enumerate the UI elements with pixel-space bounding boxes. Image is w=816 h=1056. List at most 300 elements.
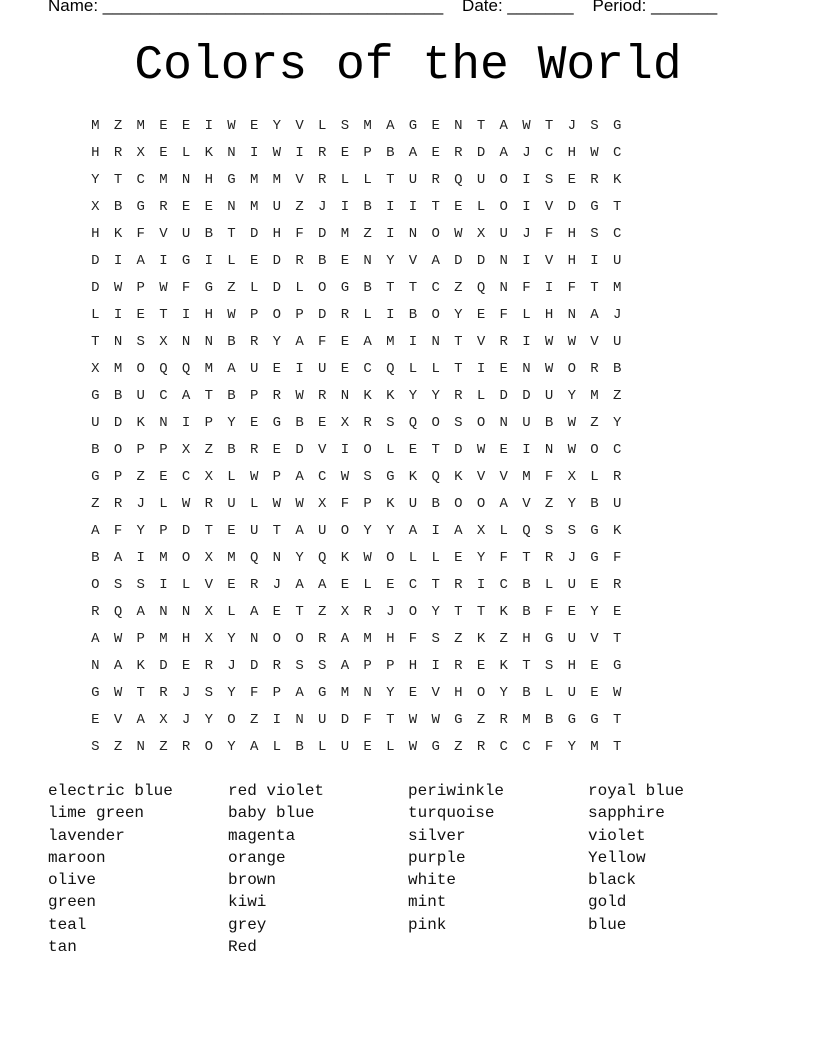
grid-letter: D — [272, 280, 282, 296]
grid-letter: H — [567, 226, 576, 242]
grid-letter: B — [295, 739, 304, 755]
grid-letter: I — [386, 199, 395, 215]
grid-letter: G — [204, 280, 213, 296]
grid-letter: N — [136, 739, 145, 755]
grid-letter: A — [227, 361, 236, 377]
grid-letter: I — [408, 334, 418, 350]
grid-letter: H — [181, 631, 191, 647]
grid-letter: P — [136, 631, 145, 647]
grid-letter: L — [476, 388, 486, 404]
grid-letter: W — [272, 145, 282, 161]
grid-letter: R — [249, 334, 259, 350]
grid-letter: X — [159, 334, 168, 350]
grid-letter: C — [544, 145, 554, 161]
word-list-item: kiwi — [228, 893, 267, 912]
word-list-item: orange — [228, 848, 286, 867]
grid-letter: H — [567, 253, 576, 269]
grid-letter: O — [136, 361, 145, 377]
grid-letter: O — [476, 496, 486, 512]
grid-letter: I — [408, 199, 418, 215]
grid-letter: D — [476, 253, 486, 269]
grid-letter: T — [227, 226, 236, 242]
grid-letter: G — [136, 199, 145, 215]
grid-letter: Y — [386, 685, 395, 701]
word-list-item: lavender — [48, 826, 125, 845]
grid-letter: F — [181, 280, 191, 296]
grid-row — [84, 573, 629, 600]
grid-letter: O — [590, 442, 599, 458]
grid-letter: R — [91, 604, 100, 620]
grid-letter: H — [386, 631, 395, 647]
grid-letter: L — [386, 739, 395, 755]
grid-letter: U — [567, 577, 576, 593]
grid-row — [84, 141, 629, 168]
grid-letter: M — [249, 172, 259, 188]
grid-letter: I — [522, 199, 531, 215]
grid-letter: L — [272, 739, 282, 755]
grid-letter: U — [567, 631, 576, 647]
grid-letter: N — [363, 685, 372, 701]
grid-letter: P — [295, 307, 304, 323]
letter-grid — [84, 114, 629, 762]
grid-letter: Y — [272, 334, 282, 350]
grid-letter: A — [295, 577, 304, 593]
grid-letter: Z — [454, 631, 463, 647]
grid-letter: E — [159, 145, 168, 161]
grid-letter: W — [295, 496, 304, 512]
grid-letter: R — [431, 172, 440, 188]
grid-row — [84, 654, 629, 681]
grid-letter: F — [612, 550, 622, 566]
word-list-item: royal blue — [588, 782, 685, 800]
grid-letter: U — [318, 361, 327, 377]
grid-letter: Y — [567, 388, 576, 404]
grid-letter: Q — [386, 361, 395, 377]
grid-letter: D — [476, 145, 486, 161]
word-list-item: grey — [228, 915, 267, 934]
grid-letter: A — [136, 604, 145, 620]
grid-letter: S — [318, 658, 327, 674]
grid-letter: O — [499, 199, 508, 215]
grid-letter: N — [499, 415, 508, 431]
grid-letter: E — [159, 118, 168, 134]
grid-letter: A — [318, 577, 327, 593]
grid-letter: M — [590, 388, 599, 404]
grid-letter: S — [113, 577, 123, 593]
grid-letter: P — [249, 388, 259, 404]
grid-letter: O — [386, 550, 395, 566]
grid-letter: K — [499, 658, 508, 674]
grid-letter: G — [612, 658, 622, 674]
grid-letter: L — [386, 442, 395, 458]
grid-letter: R — [113, 145, 123, 161]
grid-letter: S — [340, 118, 350, 134]
grid-letter: D — [159, 658, 168, 674]
grid-letter: M — [363, 118, 372, 134]
grid-letter: M — [272, 172, 282, 188]
grid-letter: C — [612, 226, 622, 242]
grid-letter: H — [204, 307, 213, 323]
grid-letter: X — [567, 469, 576, 485]
grid-letter: N — [567, 307, 576, 323]
grid-letter: U — [612, 253, 622, 269]
grid-letter: C — [181, 469, 191, 485]
grid-letter: B — [522, 577, 531, 593]
grid-letter: I — [476, 361, 486, 377]
grid-letter: M — [159, 631, 168, 647]
grid-letter: G — [544, 631, 554, 647]
grid-letter: E — [318, 415, 327, 431]
grid-letter: Z — [113, 118, 123, 134]
grid-letter: N — [295, 712, 304, 728]
grid-letter: F — [499, 550, 508, 566]
grid-letter: N — [181, 334, 191, 350]
grid-letter: Q — [431, 469, 440, 485]
grid-letter: B — [91, 442, 100, 458]
grid-letter: N — [522, 361, 531, 377]
grid-letter: W — [249, 469, 259, 485]
grid-letter: M — [91, 118, 100, 134]
grid-letter: K — [363, 388, 372, 404]
grid-letter: F — [408, 631, 418, 647]
grid-letter: U — [499, 226, 508, 242]
grid-letter: J — [227, 658, 236, 674]
grid-letter: F — [318, 334, 327, 350]
grid-letter: V — [590, 334, 599, 350]
grid-letter: O — [408, 604, 418, 620]
grid-letter: B — [408, 307, 418, 323]
grid-letter: L — [181, 577, 191, 593]
grid-letter: S — [454, 415, 463, 431]
grid-letter: I — [159, 253, 168, 269]
grid-letter: A — [295, 523, 304, 539]
grid-letter: E — [272, 442, 282, 458]
grid-letter: A — [136, 253, 145, 269]
grid-letter: T — [590, 280, 599, 296]
grid-row — [84, 168, 629, 195]
word-list-item: periwinkle — [408, 782, 505, 800]
grid-letter: R — [318, 172, 327, 188]
grid-row — [84, 600, 629, 627]
grid-letter: N — [272, 550, 282, 566]
grid-letter: R — [272, 388, 282, 404]
grid-letter: G — [386, 469, 395, 485]
grid-letter: C — [363, 361, 372, 377]
grid-letter: M — [386, 334, 395, 350]
grid-letter: A — [386, 118, 395, 134]
grid-letter: B — [318, 253, 327, 269]
word-list-item: electric blue — [48, 782, 173, 800]
grid-letter: T — [136, 685, 145, 701]
grid-letter: N — [159, 604, 168, 620]
grid-letter: F — [544, 226, 554, 242]
grid-letter: L — [227, 253, 236, 269]
grid-letter: I — [136, 550, 145, 566]
grid-letter: N — [544, 442, 554, 458]
grid-letter: Q — [522, 523, 531, 539]
grid-letter: B — [386, 145, 395, 161]
grid-letter: Z — [204, 442, 213, 458]
grid-letter: L — [499, 523, 508, 539]
grid-letter: F — [113, 523, 123, 539]
grid-letter: Y — [386, 253, 395, 269]
grid-letter: X — [476, 523, 486, 539]
grid-letter: V — [522, 496, 531, 512]
grid-letter: N — [454, 118, 463, 134]
worksheet-header: Name: ____________________________________ Date: _______ Period: _______ — [48, 0, 718, 15]
grid-letter: W — [340, 469, 350, 485]
grid-letter: I — [113, 253, 123, 269]
grid-letter: A — [499, 496, 508, 512]
grid-letter: U — [272, 199, 282, 215]
grid-letter: B — [431, 496, 440, 512]
grid-letter: O — [431, 307, 440, 323]
word-column — [408, 780, 588, 958]
grid-letter: Z — [612, 388, 622, 404]
grid-letter: L — [227, 469, 236, 485]
grid-letter: P — [204, 415, 213, 431]
grid-letter: A — [408, 145, 418, 161]
grid-letter: C — [431, 280, 440, 296]
grid-letter: C — [499, 577, 508, 593]
grid-letter: Z — [91, 496, 100, 512]
grid-letter: B — [113, 388, 123, 404]
grid-letter: V — [476, 469, 486, 485]
grid-letter: T — [408, 280, 418, 296]
grid-letter: X — [318, 496, 327, 512]
grid-letter: S — [91, 739, 100, 755]
grid-letter: E — [590, 577, 599, 593]
grid-letter: W — [567, 415, 576, 431]
grid-letter: Y — [590, 604, 599, 620]
grid-letter: Y — [227, 631, 236, 647]
grid-letter: I — [295, 145, 304, 161]
grid-letter: I — [386, 226, 395, 242]
grid-letter: E — [181, 118, 191, 134]
grid-letter: V — [476, 334, 486, 350]
word-list-item: green — [48, 893, 97, 912]
grid-letter: K — [386, 388, 395, 404]
grid-letter: H — [91, 145, 100, 161]
grid-letter: E — [454, 199, 463, 215]
grid-letter: U — [476, 172, 486, 188]
grid-letter: W — [431, 712, 440, 728]
grid-row — [84, 195, 629, 222]
grid-letter: Y — [272, 118, 282, 134]
grid-letter: Y — [363, 523, 372, 539]
grid-letter: F — [295, 226, 304, 242]
grid-letter: K — [340, 550, 350, 566]
grid-letter: H — [408, 658, 418, 674]
grid-row — [84, 330, 629, 357]
grid-letter: H — [522, 631, 531, 647]
grid-letter: A — [249, 604, 259, 620]
grid-letter: G — [567, 712, 576, 728]
word-list-item: tan — [48, 938, 77, 957]
grid-letter: O — [295, 631, 304, 647]
grid-letter: I — [159, 577, 168, 593]
grid-letter: D — [249, 658, 259, 674]
grid-letter: T — [476, 604, 486, 620]
word-list-item: Yellow — [588, 848, 646, 867]
grid-letter: E — [340, 145, 350, 161]
grid-letter: G — [91, 685, 100, 701]
grid-letter: X — [204, 469, 213, 485]
grid-letter: Q — [318, 550, 327, 566]
grid-letter: C — [159, 388, 168, 404]
grid-letter: G — [318, 685, 327, 701]
word-list-item: gold — [588, 893, 627, 912]
grid-letter: F — [136, 226, 145, 242]
grid-letter: L — [295, 280, 304, 296]
grid-letter: W — [567, 442, 576, 458]
grid-letter: K — [204, 145, 213, 161]
grid-letter: U — [318, 712, 327, 728]
grid-letter: V — [431, 685, 440, 701]
grid-letter: B — [544, 415, 554, 431]
grid-letter: U — [318, 523, 327, 539]
grid-row — [84, 546, 629, 573]
grid-letter: F — [522, 280, 531, 296]
grid-letter: K — [612, 172, 622, 188]
grid-letter: X — [181, 442, 191, 458]
grid-letter: Y — [295, 550, 304, 566]
grid-letter: F — [340, 496, 350, 512]
grid-letter: T — [386, 172, 395, 188]
grid-letter: K — [408, 469, 418, 485]
grid-letter: J — [386, 604, 395, 620]
grid-letter: W — [408, 739, 418, 755]
grid-letter: O — [91, 577, 100, 593]
grid-letter: V — [204, 577, 213, 593]
grid-letter: A — [363, 334, 372, 350]
grid-letter: N — [340, 388, 350, 404]
grid-letter: O — [363, 442, 372, 458]
grid-letter: Y — [136, 523, 145, 539]
grid-letter: L — [159, 496, 168, 512]
grid-letter: A — [340, 658, 350, 674]
grid-letter: S — [136, 334, 145, 350]
grid-letter: O — [227, 712, 236, 728]
grid-letter: E — [499, 442, 508, 458]
grid-letter: U — [91, 415, 100, 431]
grid-letter: W — [272, 496, 282, 512]
grid-row — [84, 276, 629, 303]
grid-letter: M — [522, 712, 531, 728]
word-list-item: Red — [228, 938, 257, 957]
grid-letter: B — [227, 334, 236, 350]
grid-letter: I — [295, 361, 304, 377]
grid-letter: T — [272, 523, 282, 539]
grid-letter: I — [340, 442, 350, 458]
grid-letter: D — [454, 442, 463, 458]
grid-letter: E — [227, 577, 236, 593]
grid-letter: R — [318, 631, 327, 647]
grid-letter: L — [363, 577, 372, 593]
word-list-item: mint — [408, 893, 447, 912]
grid-letter: A — [454, 523, 463, 539]
grid-letter: R — [113, 496, 123, 512]
grid-letter: P — [272, 469, 282, 485]
grid-letter: D — [454, 253, 463, 269]
grid-letter: F — [544, 739, 554, 755]
grid-letter: U — [227, 496, 236, 512]
grid-letter: D — [318, 307, 327, 323]
grid-letter: Q — [113, 604, 123, 620]
grid-letter: J — [181, 685, 191, 701]
grid-row — [84, 249, 629, 276]
grid-letter: F — [567, 280, 576, 296]
grid-letter: D — [295, 442, 304, 458]
word-list-item: white — [408, 871, 457, 890]
word-list-item: black — [588, 871, 637, 890]
grid-letter: H — [567, 145, 576, 161]
grid-letter: P — [159, 442, 168, 458]
grid-letter: W — [612, 685, 622, 701]
grid-letter: A — [91, 631, 100, 647]
grid-letter: C — [522, 739, 531, 755]
grid-letter: R — [454, 658, 463, 674]
grid-letter: O — [272, 307, 282, 323]
grid-letter: M — [204, 361, 213, 377]
grid-letter: E — [272, 361, 282, 377]
grid-letter: Z — [476, 712, 486, 728]
grid-letter: E — [340, 334, 350, 350]
grid-letter: M — [113, 361, 123, 377]
grid-letter: R — [363, 415, 372, 431]
grid-letter: L — [363, 307, 372, 323]
grid-letter: B — [363, 199, 372, 215]
grid-letter: B — [590, 496, 599, 512]
grid-letter: I — [522, 172, 531, 188]
grid-letter: Z — [499, 631, 508, 647]
grid-letter: Q — [408, 415, 418, 431]
grid-row — [84, 357, 629, 384]
grid-letter: A — [295, 334, 304, 350]
word-list-item: baby blue — [228, 804, 315, 823]
grid-letter: U — [612, 496, 622, 512]
grid-letter: J — [522, 226, 531, 242]
grid-letter: J — [612, 307, 622, 323]
grid-letter: E — [454, 550, 463, 566]
grid-letter: L — [318, 118, 327, 134]
grid-letter: B — [295, 415, 304, 431]
grid-letter: O — [499, 172, 508, 188]
grid-letter: X — [340, 415, 350, 431]
grid-letter: Z — [318, 604, 327, 620]
grid-letter: B — [227, 388, 236, 404]
grid-row — [84, 492, 629, 519]
grid-letter: T — [204, 388, 213, 404]
grid-letter: T — [522, 550, 531, 566]
grid-letter: C — [136, 172, 145, 188]
grid-letter: E — [476, 307, 486, 323]
grid-letter: C — [318, 469, 327, 485]
grid-letter: W — [181, 496, 191, 512]
grid-letter: K — [136, 415, 145, 431]
grid-letter: X — [159, 712, 168, 728]
grid-letter: L — [249, 280, 259, 296]
grid-letter: R — [295, 253, 304, 269]
grid-letter: E — [136, 307, 145, 323]
grid-letter: S — [544, 523, 554, 539]
grid-letter: G — [590, 523, 599, 539]
grid-letter: N — [204, 334, 213, 350]
grid-letter: Q — [249, 550, 259, 566]
grid-letter: O — [340, 523, 350, 539]
grid-letter: O — [318, 280, 327, 296]
grid-letter: T — [204, 523, 213, 539]
